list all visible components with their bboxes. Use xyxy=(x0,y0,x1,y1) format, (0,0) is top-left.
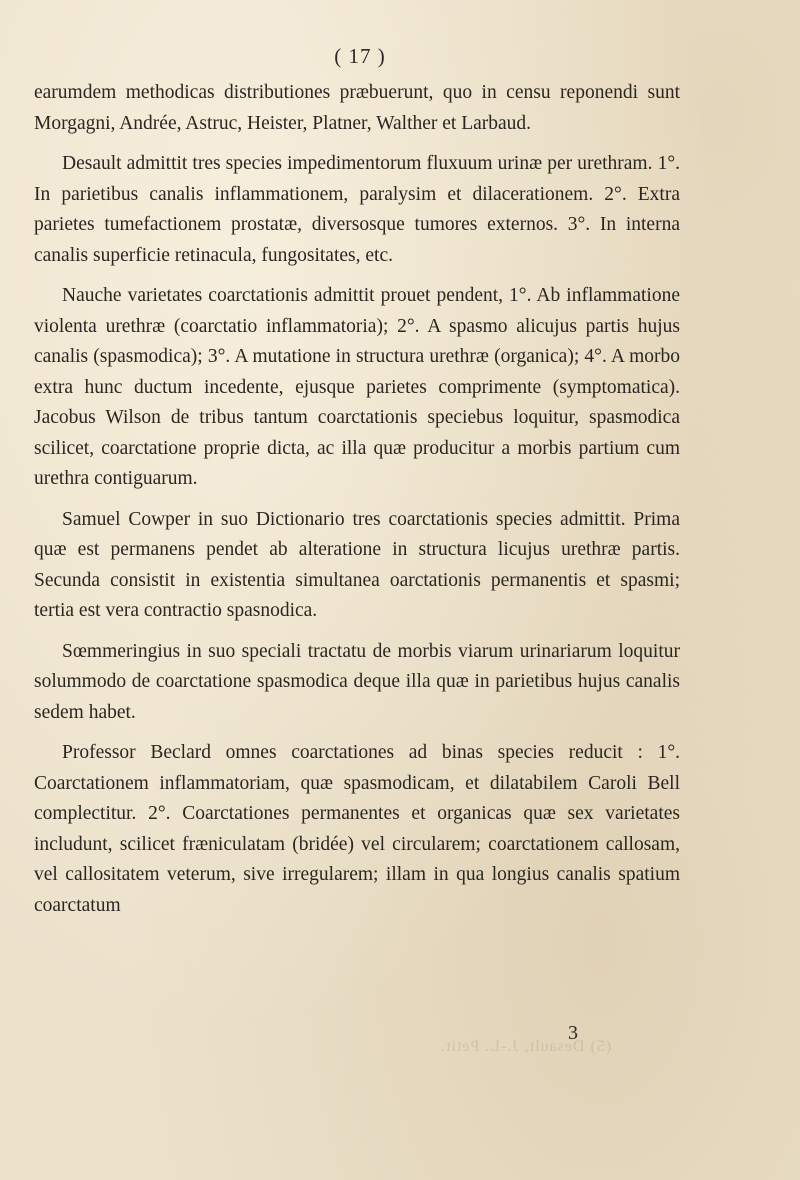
paragraph-desault: Desault admittit tres species impedimentorum fluxuum urinæ per urethram. 1°. In parietibus canalis inflammationem, paralysim et dilacerationem. 2°. Extra parietes tumefactionem prostatæ, diversosque tumores externos. 3°. In interna canalis superficie retinacula, fungositates, etc. xyxy=(34,153,680,266)
page-number: ( 17 ) xyxy=(334,44,386,68)
paragraph-soemmering: Sœmmeringius in suo speciali tractatu de morbis viarum urinariarum loquitur solummodo de coarctatione spasmodica deque illa quæ in parietibus hujus canalis sedem habet. xyxy=(34,640,680,723)
body-text xyxy=(34,78,680,931)
signature-mark: 3 xyxy=(568,1022,578,1044)
paragraph-nauche: Nauche varietates coarctationis admittit prouet pendent, 1°. Ab inflammatione violenta urethræ (coarctatio inflammatoria); 2°. A spasmo alicujus partis hujus canalis (spasmodica); 3°. A mutatione in structura urethræ (organica); 4°. A morbo extra hunc ductum incedente, ejusque parietes comprimente (symptomatica). Jacobus Wilson de tribus tantum coarctationis speciebus loquitur, spasmodica scilicet, coarctatione proprie dicta, ac illa quæ producitur a morbis partium cum urethra contiguarum. xyxy=(34,285,680,489)
paragraph-continuation: earumdem methodicas distributiones præbuerunt, quo in censu reponendi sunt Morgagni, Andrée, Astruc, Heister, Platner, Walther et Larbaud. xyxy=(34,82,680,134)
bleed-through-text: (5) Desault, J.-L. Petit. xyxy=(440,1038,612,1055)
paragraph-beclard: Professor Beclard omnes coarctationes ad binas species reducit : 1°. Coarctationem inflammatoriam, quæ spasmodicam, et dilatabilem Caroli Bell complectitur. 2°. Coarctationes permanentes et organicas quæ sex varietates includunt, scilicet fræniculatam (bridée) vel circularem; coarctationem callosam, vel callositatem veterum, sive irregularem; illam in qua longius canalis spatium coarctatum xyxy=(34,742,680,916)
paragraph-cowper: Samuel Cowper in suo Dictionario tres coarctationis species admittit. Prima quæ est permanens pendet ab alteratione in structura licujus urethræ partis. Secunda consistit in existentia simultanea oarctationis permanentis et spasmi; tertia est vera contractio spasnodica. xyxy=(34,508,680,621)
